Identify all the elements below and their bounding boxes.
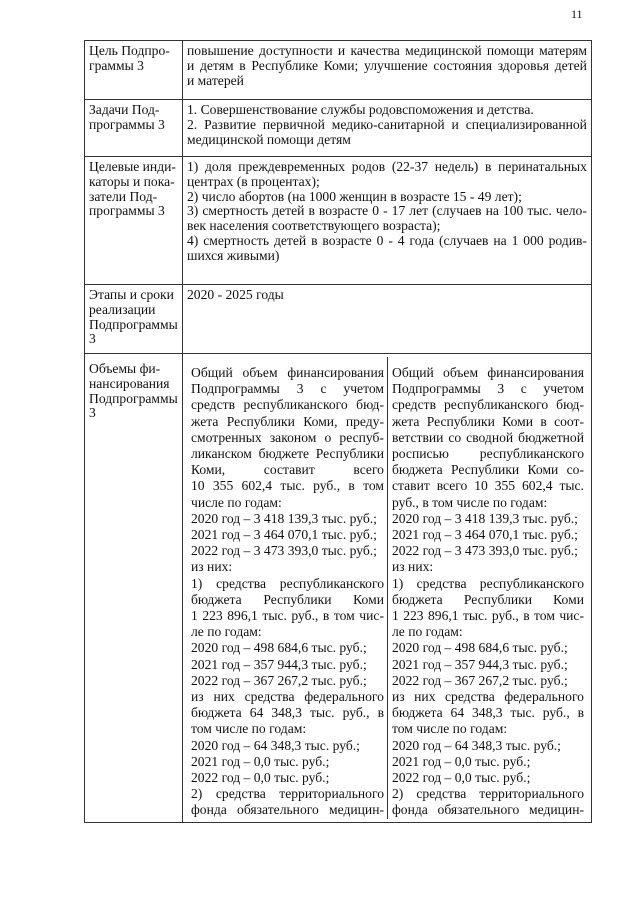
text-line: том числе по годам:	[191, 721, 307, 737]
text-line: 1. Совершенствование службы родовспоможения и детства.	[187, 102, 534, 117]
text-line: 10 355 602,4 тыс. руб., в том	[191, 478, 384, 494]
funding-old-text	[187, 357, 387, 819]
text-line: ле по годам:	[392, 624, 463, 640]
text-line: числе по годам:	[191, 494, 282, 510]
text-line: фонда обязательного медицин-	[191, 802, 384, 818]
text-line: 2021 год – 3 464 070,1 тыс. руб.;	[392, 527, 578, 543]
indicators-text	[183, 157, 592, 285]
text-line: фонда обязательного медицин-	[392, 802, 584, 818]
row-indicators	[85, 157, 592, 285]
goal-label	[85, 41, 183, 100]
text-line: 2020 год – 3 418 139,3 тыс. руб.;	[191, 510, 377, 526]
text-line: Подпрограммы	[89, 316, 178, 332]
text-line: повышение доступности и качества медицинской помощи матерям	[187, 43, 587, 58]
text-line: 2021 год – 357 944,3 тыс. руб.;	[392, 656, 568, 672]
text-line: жета Республики Коми в соот-	[392, 413, 584, 429]
text-line: Подпрограммы 3 с учетом	[191, 381, 384, 397]
text-line: бюджета 64 348,3 тыс. руб., в	[191, 705, 384, 721]
text-line: 2020 год – 64 348,3 тыс. руб.;	[191, 737, 360, 753]
text-line: 2) число абортов (на 1000 женщин в возрасте 15 - 49 лет);	[187, 188, 522, 204]
text-line: 1) средства республиканского	[392, 575, 584, 591]
text-line: шихся живыми)	[187, 247, 280, 263]
row-tasks	[85, 100, 592, 157]
text-line: 1 223 896,1 тыс. руб., в том чис-	[392, 608, 584, 624]
text-line: ветствии со сводной бюджетной	[392, 429, 584, 445]
text-line: 2020 год – 498 684,6 тыс. руб.;	[191, 640, 367, 656]
text-line: век населения соответствующего возраста);	[187, 218, 441, 234]
text-line: ставит всего 10 355 602,4 тыс.	[392, 478, 584, 494]
subprogram-passport-table	[84, 40, 592, 823]
text-line: 3	[89, 331, 96, 347]
text-line: 2020 год – 64 348,3 тыс. руб.;	[392, 737, 561, 753]
text-line: Коми, составит всего	[191, 462, 384, 478]
text-line: 2022 год – 3 473 393,0 тыс. руб.;	[392, 543, 578, 559]
funding-cell	[183, 354, 592, 823]
text-line: 1 223 896,1 тыс. руб., в том чис-	[191, 608, 384, 624]
text-line: 2020 год – 498 684,6 тыс. руб.;	[392, 640, 568, 656]
text-line: из них средства федерального	[191, 689, 384, 705]
text-line: Цель Подпро-	[89, 43, 170, 58]
funding-new-text	[387, 357, 587, 819]
text-line: 2) средства территориального	[392, 786, 584, 802]
text-line: Общий объем финансирования	[191, 365, 384, 380]
text-line: средств республиканского бюд-	[392, 397, 584, 413]
text-line: ле по годам:	[191, 624, 262, 640]
text-line: 2022 год – 367 267,2 тыс. руб.;	[392, 672, 568, 688]
text-line: программы 3	[89, 116, 165, 132]
text-line: из них:	[191, 559, 233, 575]
text-line: 2022 год – 3 473 393,0 тыс. руб.;	[191, 543, 377, 559]
text-line: Задачи Под-	[89, 102, 160, 117]
text-line: Подпрограммы 3 с учетом	[392, 381, 584, 397]
tasks-label	[85, 100, 183, 157]
text-line: 2020 год – 3 418 139,3 тыс. руб.;	[392, 510, 578, 526]
text-line: росписью республиканского	[392, 446, 584, 462]
text-line: жета Республики Коми, преду-	[191, 413, 384, 429]
text-line: 2. Развитие первичной медико-санитарной и специализированной	[187, 116, 587, 132]
text-line: 3) смертность детей в возрасте 0 - 17 лет (случаев на 100 тыс. чело-	[187, 203, 587, 219]
text-line: 2020 - 2025 годы	[187, 287, 284, 302]
text-line: граммы 3	[89, 57, 144, 73]
text-line: 2021 год – 3 464 070,1 тыс. руб.;	[191, 527, 377, 543]
text-line: из них:	[392, 559, 434, 575]
text-line: 2) средства территориального	[191, 786, 384, 802]
text-line: том числе по годам:	[392, 721, 508, 737]
text-line: и детям в Республике Коми; улучшение состояния здоровья детей	[187, 57, 587, 73]
row-goal	[85, 41, 592, 100]
text-line: бюджета 64 348,3 тыс. руб., в	[392, 705, 584, 721]
text-line: бюджета Республики Коми	[191, 591, 384, 607]
page-number: 11	[571, 7, 583, 21]
text-line: средств республиканского бюд-	[191, 397, 384, 413]
text-line: смотренных законом о респуб-	[191, 429, 384, 445]
row-stages	[85, 285, 592, 354]
text-line: бюджета Республики Коми	[392, 591, 584, 607]
stages-text	[183, 285, 592, 354]
indicators-label	[85, 157, 183, 285]
text-line: 2021 год – 0,0 тыс. руб.;	[191, 753, 330, 769]
text-line: из них средства федерального	[392, 689, 584, 705]
text-line: каторы и пока-	[89, 173, 175, 189]
text-line: реализации	[89, 301, 156, 317]
text-line: Общий объем финансирования	[392, 365, 584, 380]
text-line: Объемы фи-	[89, 361, 161, 376]
goal-text	[183, 41, 592, 100]
tasks-text	[183, 100, 592, 157]
text-line: Целевые инди-	[89, 159, 176, 174]
text-line: 2022 год – 0,0 тыс. руб.;	[392, 770, 531, 786]
text-line: 1) средства республиканского	[191, 575, 384, 591]
text-line: медицинской помощи детям	[187, 131, 351, 147]
text-line: бюджета Республики Коми со-	[392, 462, 584, 478]
text-line: Подпрограммы	[89, 390, 178, 406]
stages-label	[85, 285, 183, 354]
text-line: Этапы и сроки	[89, 287, 174, 302]
text-line: 2021 год – 0,0 тыс. руб.;	[392, 753, 531, 769]
text-line: 2021 год – 357 944,3 тыс. руб.;	[191, 656, 367, 672]
text-line: ликанском бюджете Республики	[191, 446, 384, 462]
text-line: программы 3	[89, 203, 165, 219]
text-line: 1) доля преждевременных родов (22-37 недель) в перинатальных	[187, 159, 587, 174]
text-line: и матерей	[187, 72, 244, 88]
text-line: затели Под-	[89, 188, 158, 204]
text-line: центрах (в процентах);	[187, 173, 320, 189]
text-line: 2022 год – 367 267,2 тыс. руб.;	[191, 672, 367, 688]
text-line: руб., в том числе по годам:	[392, 494, 548, 510]
text-line: 4) смертность детей в возрасте 0 - 4 года (случаев на 1 000 родив-	[187, 232, 587, 248]
text-line: нансирования	[89, 375, 170, 391]
funding-label	[85, 354, 183, 823]
funding-columns	[187, 357, 587, 819]
row-funding	[85, 354, 592, 823]
text-line: 2022 год – 0,0 тыс. руб.;	[191, 770, 330, 786]
text-line: 3	[89, 405, 96, 421]
